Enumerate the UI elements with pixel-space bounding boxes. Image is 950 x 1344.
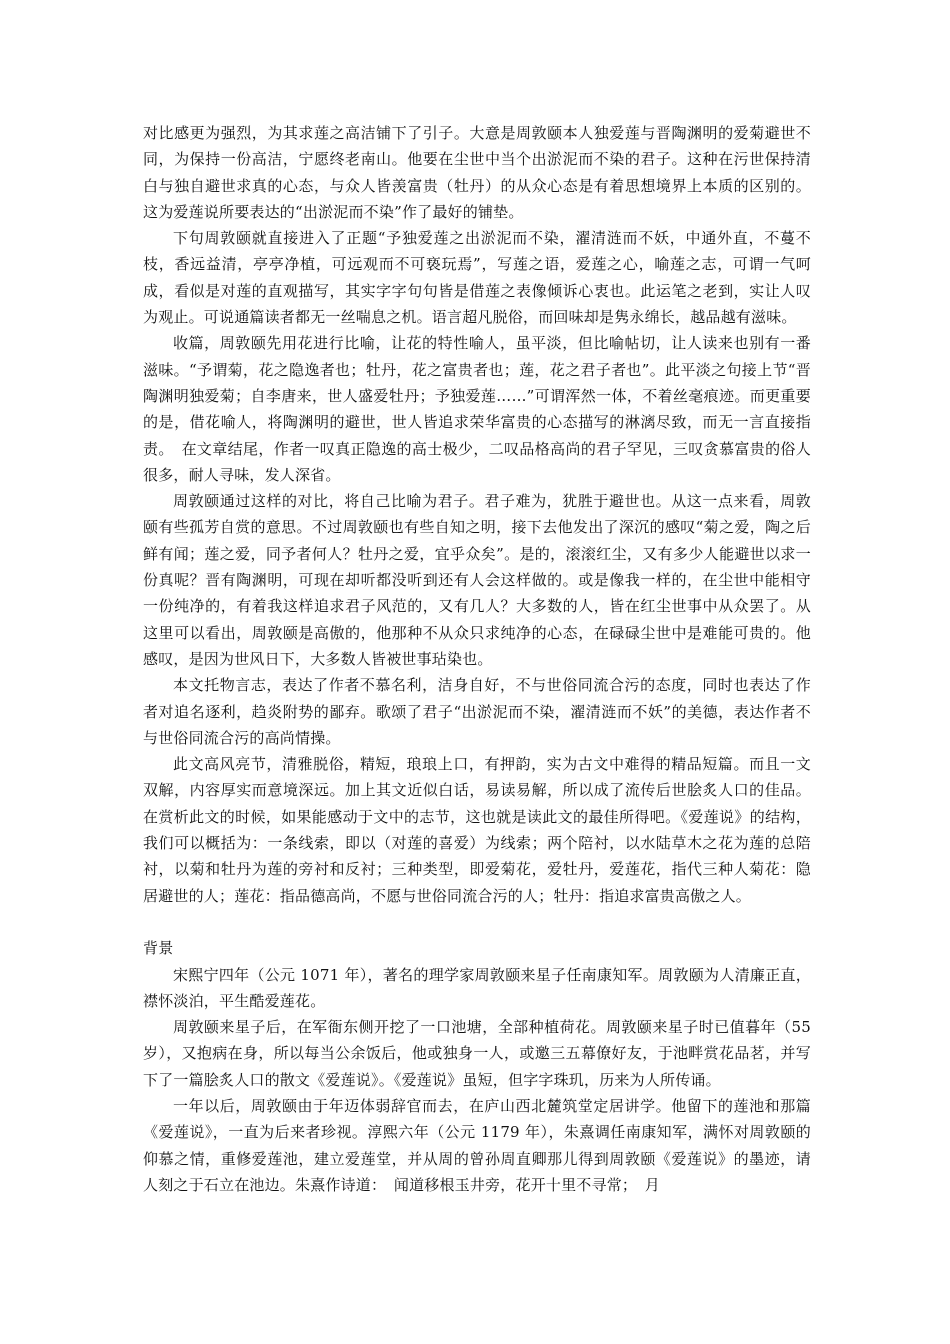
paragraph-background-2: 周敦颐来星子后，在军衙东侧开挖了一口池塘，全部种植荷花。周敦颐来星子时已值暮年（55 岁），又抱病在身，所以每当公余饭后，他或独身一人，或邀三五幕僚好友，于池畔赏花品茗，并写下了一篇脍炙人口的散文《爱莲说》。《爱莲说》虽短，但字字珠玑，历来为人所传诵。 (143, 1018, 811, 1089)
blank-line (143, 909, 811, 935)
paragraph-main-theme: 下句周敦颐就直接进入了正题“予独爱莲之出淤泥而不染，濯清涟而不妖，中通外直，不蔓不枝，香远益清，亭亭净植，可远观而不可亵玩焉”，写莲之语，爱莲之心，喻莲之志，可谓一气呵成，看似是对莲的直观描写，其实字字句句皆是借莲之表像倾诉心衷也。此运笔之老到，实让人叹为观止。可说通篇读者都无一丝喘息之机。语言超凡脱俗，而回味却是隽永绵长，越品越有滋味。 (143, 229, 811, 327)
section-heading-background: 背景 (143, 939, 174, 958)
paragraph-comparison: 周敦颐通过这样的对比，将自己比喻为君子。君子难为，犹胜于避世也。从这一点来看，周敦颐有些孤芳自赏的意思。不过周敦颐也有些自知之明，接下去他发出了深沉的感叹“菊之爱，陶之后鲜有闻；莲之爱，同予者何人？牡丹之爱，宜乎众矣”。是的，滚滚红尘，又有多少人能避世以求一份真呢？晋有陶渊明，可现在却听都没听到还有人会这样做的。或是像我一样的，在尘世中能相守一份纯净的，有着我这样追求君子风范的，又有几人？大多数的人，皆在红尘世事中从众罢了。从这里可以看出，周敦颐是高傲的，他那种不从众只求纯净的心态，在碌碌尘世中是难能可贵的。他感叹，是因为世风日下，大多数人皆被世事玷染也。 (143, 492, 811, 668)
paragraph-conclusion-analysis: 收篇，周敦颐先用花进行比喻，让花的特性喻人，虽平淡，但比喻帖切，让人读来也别有一番滋味。“予谓菊，花之隐逸者也；牡丹，花之富贵者也；莲，花之君子者也”。此平淡之句接上节“晋陶渊明独爱菊；自李唐来，世人盛爱牡丹；予独爱莲……”可谓浑然一体，不着丝毫痕迹。而更重要的是，借花喻人，将陶渊明的避世，世人皆追求荣华富贵的心态描写的淋漓尽致，而无一言直接指责。 在文章结尾，作者一叹真正隐逸的高士极少，二叹品格高尚的君子罕见，三叹贪慕富贵的俗人很多，耐人寻味，发人深省。 (143, 334, 811, 484)
paragraph-background-1: 宋熙宁四年（公元 1071 年），著名的理学家周敦颐来星子任南康知军。周敦颐为人清廉正直，襟怀淡泊，平生酷爱莲花。 (143, 965, 811, 1010)
document-page (143, 120, 811, 1198)
paragraph-intro-continuation: 对比感更为强烈，为其求莲之高洁铺下了引子。大意是周敦颐本人独爱莲与晋陶渊明的爱菊避世不同，为保持一份高洁，宁愿终老南山。他要在尘世中当个出淤泥而不染的君子。这种在污世保持清白与独自避世求真的心态，与众人皆羡富贵（牡丹）的从众心态是有着思想境界上本质的区别的。这为爱莲说所要表达的“出淤泥而不染”作了最好的铺垫。 (143, 124, 811, 221)
paragraph-background-3: 一年以后，周敦颐由于年迈体弱辞官而去，在庐山西北麓筑堂定居讲学。他留下的莲池和那篇《爱莲说》，一直为后来者珍视。淳熙六年（公元 1179 年），朱熹调任南康知军，满怀对周敦颐的仰慕之情，重修爱莲池，建立爱莲堂，并从周的曾孙周直卿那儿得到周敦颐《爱莲说》的墨迹，请人刻之于石立在池边。朱熹作诗道： 闻道移根玉井旁，花开十里不寻常； 月 (143, 1096, 811, 1194)
paragraph-theme-summary: 本文托物言志，表达了作者不慕名利，洁身自好，不与世俗同流合污的态度，同时也表达了作者对追名逐利，趋炎附势的鄙弃。歌颂了君子“出淤泥而不染，濯清涟而不妖”的美德，表达作者不与世俗同流合污的高尚情操。 (143, 676, 811, 747)
paragraph-appreciation: 此文高风亮节，清雅脱俗，精短，琅琅上口，有押韵，实为古文中难得的精品短篇。而且一文双解，内容厚实而意境深远。加上其文近似白话，易读易解，所以成了流传后世脍炙人口的佳品。在赏析此文的时候，如果能感动于文中的志节，这也就是读此文的最佳所得吧。《爱莲说》的结构，我们可以概括为：一条线索，即以（对莲的喜爱）为线索；两个陪衬，以水陆草木之花为莲的总陪衬，以菊和牡丹为莲的旁衬和反衬；三种类型，即爱菊花，爱牡丹，爱莲花，指代三种人菊花：隐居避世的人；莲花：指品德高尚，不愿与世俗同流合污的人；牡丹：指追求富贵高傲之人。 (143, 755, 811, 905)
